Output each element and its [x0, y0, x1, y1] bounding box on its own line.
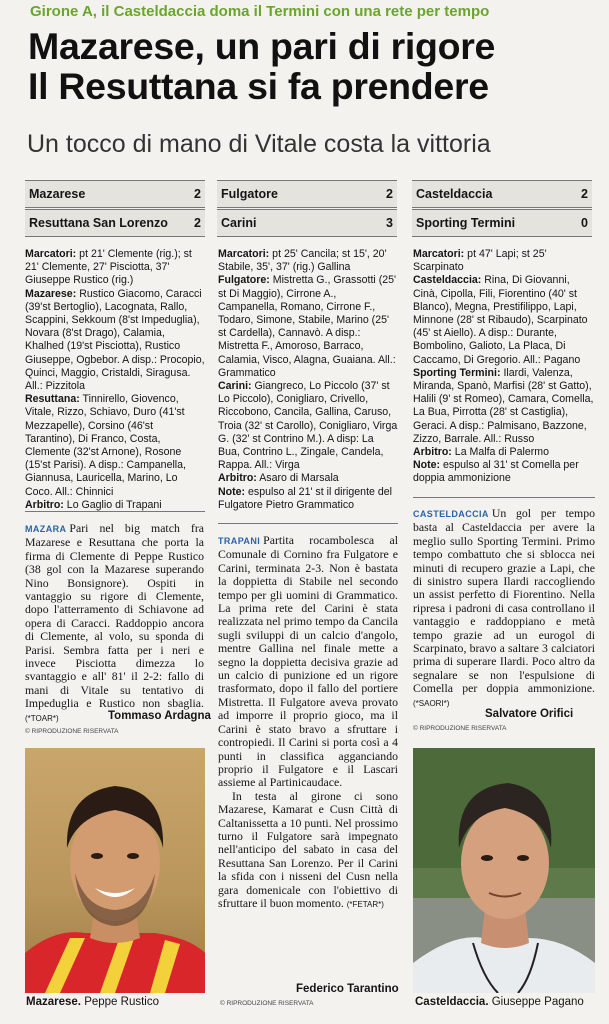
author-1: Tommaso Ardagna — [108, 710, 211, 722]
author-code: (*FETAR*) — [346, 899, 384, 909]
stat-lineup-away: Resuttana: Tinnirello, Giovenco, Vitale, Rizzo, Schiavo, Duro (41'st Mezzapelle), Corsino (46'st Tarantino), Di Franco, Costa, Clemente (32'st Arnone), Rosone (15'st Parisi). A disp.: Campanella, Giannusa, Lauricella, Marino, Lo Coco. All.: Chinnici — [25, 393, 187, 498]
copyright-3: © RIPRODUZIONE RISERVATA — [413, 725, 507, 732]
score-row-away — [412, 209, 592, 237]
team-score: 2 — [194, 216, 201, 230]
match-stats-1 — [25, 248, 205, 512]
team-score: 2 — [386, 187, 393, 201]
stat-lineup-away: Sporting Termini: Ilardi, Valenza, Miranda, Spanò, Marfisi (28' st Gatto), Halili (9' st Romeo), Camara, Comella, La Bua, Pirrotta (28' st Castiglia), Geraci. A disp.: Palmisano, Bazzone, Zizzo, Barrale. All.: Russo — [413, 366, 594, 445]
dateline: CASTELDACCIA — [413, 509, 489, 519]
article-body-2 — [218, 534, 398, 911]
stat-referee: Arbitro: La Malfa di Palermo — [413, 446, 550, 459]
photo-caption-1: Mazarese. Peppe Rustico — [26, 996, 159, 1008]
copyright-2: © RIPRODUZIONE RISERVATA — [220, 1000, 314, 1007]
team-score: 0 — [581, 216, 588, 230]
team-name: Casteldaccia — [416, 187, 493, 201]
stat-lineup-home: Fulgatore: Mistretta G., Grassotti (25' st Di Maggio), Cirrone A., Campanella, Romano, Cirrone F., Todaro, Simone, Stabile, Marino (25' st Cardella), Cannavò. A disp.: Mistretta F., Amoroso, Barraco, Calamia, Visco, Alagna, Guaiana. All.: Grammatico — [218, 274, 397, 379]
team-name: Carini — [221, 216, 257, 230]
score-box-3 — [412, 175, 592, 238]
stats-divider-1 — [25, 511, 205, 512]
headline — [28, 26, 495, 106]
match-stats-2 — [218, 248, 398, 512]
stat-referee: Arbitro: Lo Gaglio di Trapani — [25, 498, 162, 511]
team-name: Fulgatore — [221, 187, 278, 201]
author-code: (*SAORI*) — [413, 698, 450, 708]
subheadline: Un tocco di mano di Vitale costa la vittoria — [27, 130, 491, 158]
article-body-1 — [25, 522, 204, 725]
coach-photo-pagano — [413, 748, 595, 993]
article-text-2: In testa al girone ci sono Mazarese, Kamarat e Cusn Città di Caltanissetta a 10 punti. Nel prossimo turno il Fulgatore sarà impegnato nell'anticipo del sabato in casa del Resuttana San Lorenzo. Per il Carini la sfida con i nisseni del Cusn nella gara domenicale con l'obiettivo di sfruttare il buon momento. (*FETAR*) — [218, 788, 398, 910]
team-score: 3 — [386, 216, 393, 230]
headline-line-2: Il Resuttana si fa prendere — [28, 65, 489, 107]
author-code: (*TOAR*) — [25, 713, 59, 723]
team-score: 2 — [194, 187, 201, 201]
team-name: Resuttana San Lorenzo — [29, 216, 168, 230]
stat-lineup-away: Carini: Giangreco, Lo Piccolo (37' st Lo Piccolo), Conigliaro, Crivello, Riccobono, Cancila, Gallina, Caruso, Troia (32' st Carollo), Conigliaro, Virga G. (32' st Contrino M.). A disp: La Bua, Contrino L., Zingale, Candela, Rappa. All.: Virga — [218, 380, 398, 472]
score-row-away — [217, 209, 397, 237]
copyright-1: © RIPRODUZIONE RISERVATA — [25, 728, 119, 735]
player-photo-rustico — [25, 748, 205, 993]
score-box-1 — [25, 175, 205, 238]
author-3: Salvatore Orifici — [485, 708, 574, 720]
kicker: Girone A, il Casteldaccia doma il Termini con una rete per tempo — [30, 3, 490, 20]
stat-notes: Note: espulso al 31' st Comella per doppia ammonizione — [413, 459, 579, 485]
team-score: 2 — [581, 187, 588, 201]
dateline: TRAPANI — [218, 536, 261, 546]
team-name: Sporting Termini — [416, 216, 516, 230]
stat-scorers: Marcatori: pt 21' Clemente (rig.); st 21' Clemente, 27' Pisciotta, 37' Giuseppe Rustico (rig.) — [25, 248, 192, 287]
stats-divider-2 — [218, 523, 398, 524]
score-box-2 — [217, 175, 397, 238]
match-stats-3 — [413, 248, 595, 486]
stat-scorers: Marcatori: pt 47' Lapi; st 25' Scarpinato — [413, 248, 547, 274]
score-row-home — [25, 180, 205, 208]
article-text: Un gol per tempo basta al Casteldaccia per avere la meglio sullo Sporting Termini. Primo tempo combattuto che si sblocca nei minuti di recupero grazie a Lapi, che di sinistro supera Ilardi raccogliendo un assist perfetto di Fiorentino. Nella ripresa i padroni di casa controllano il vantaggio e raddoppiano e metà tempo grazie ad un eurogol di Scarpinato, bravo a saltare 3 calciatori prima di superare Ilardi. Poco altro da segnalare se non l'espulsione di Comella per doppia ammonizione. — [413, 506, 595, 696]
dateline: MAZARA — [25, 524, 67, 534]
article-body-3 — [413, 507, 595, 710]
article-text: Pari nel big match fra Mazarese e Resuttana che porta la firma di Clemente di Peppe Rustico (38 gol con la Mazarese superando Nino Bonsignore). Ospiti in vantaggio su rigore di Clemente, dopo l'atterramento di Schiavone ad opera di Caracci. Raddoppio ancora di Clemente, al volo, su sponda di Parisi. Sembra fatta per i neri e invece Pisciotta dimezza lo svantaggio e all' 81' il 2-2: fallo di mani di Vitale su tentativo di Impeduglia e Rustico non sbaglia. — [25, 521, 204, 711]
stats-divider-3 — [413, 497, 595, 498]
photo-caption-3: Casteldaccia. Giuseppe Pagano — [415, 996, 584, 1008]
score-row-away — [25, 209, 205, 237]
stat-scorers: Marcatori: pt 25' Cancila; st 15', 20' Stabile, 35', 37' (rig.) Gallina — [218, 248, 387, 274]
stat-referee: Arbitro: Asaro di Marsala — [218, 472, 339, 485]
stat-lineup-home: Casteldaccia: Rina, Di Giovanni, Cinà, Cipolla, Fili, Fiorentino (40' st Blanco), Megna, Prestifilippo, Lapi, Minnone (28' st Ribaudo), Scarpinato (45' st Aiello). A disp.: Durante, Bombolino, Galioto, La Placa, Di Caccamo, Di Gregorio. All.: Pagano — [413, 274, 588, 366]
headline-line-1: Mazarese, un pari di rigore — [28, 25, 496, 67]
author-2: Federico Tarantino — [296, 983, 399, 995]
team-name: Mazarese — [29, 187, 86, 201]
score-row-home — [412, 180, 592, 208]
article-text: Partita rocambolesca al Comunale di Cornino fra Fulgatore e Carini, terminata 2-3. Non è bastata la doppietta di Stabile nel secondo tempo per gli uomini di Grammatico. La prima rete del Carini è stata realizzata nel primo tempo da Cancila sugli sviluppi di un calcio d'angolo, mentre Gallina nel finale mette a segno la doppietta decisiva grazie ad un calcio di punizione ed un rigore trasformato, dopo il fallo del portiere Mistretta. Il Fulgatore aveva provato ad imporre il proprio gioco, ma il Carini è stato bravo a sfruttare i contropiedi. Il Carini si porta così a 4 punti in classifica agganciando proprio il Fulgatore e il Lascari assieme al Partinicaudace. — [218, 533, 398, 790]
stat-notes: Note: espulso al 21' st il dirigente del Fulgatore Pietro Grammatico — [218, 485, 392, 511]
stat-lineup-home: Mazarese: Rustico Giacomo, Caracci (39'st Bertoglio), Lacognata, Rallo, Scappini, Sekkoum (8'st Impeduglia), Novara (8'st Drago), Calamia, Khalhed (19'st Pisciotta), Rustico Giuseppe, Ogbebor. A disp.: Procopio, Quinci, Maggio, Cristaldi, Siragusa. All.: Pizzitola — [25, 287, 205, 393]
score-row-home — [217, 180, 397, 208]
